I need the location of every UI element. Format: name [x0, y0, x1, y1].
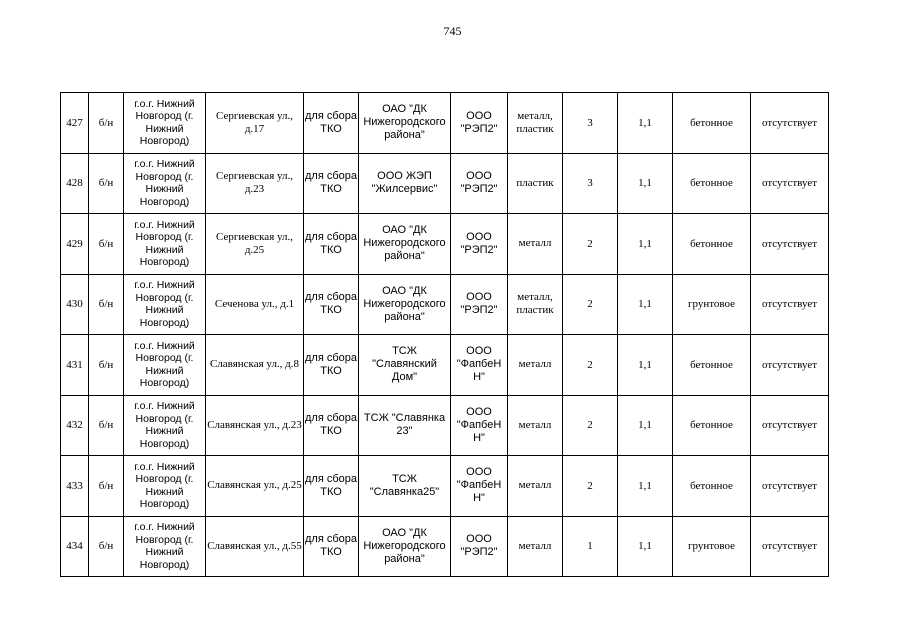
- site-code-cell: б/н: [89, 395, 124, 456]
- operator-cell: ООО "РЭП2": [451, 274, 508, 335]
- fence-cell: отсутствует: [751, 214, 829, 275]
- fence-cell: отсутствует: [751, 93, 829, 154]
- site-code-cell: б/н: [89, 93, 124, 154]
- container-material-cell: металл: [508, 456, 563, 517]
- container-volume-cell: 1,1: [618, 516, 673, 577]
- row-number-cell: 431: [61, 335, 89, 396]
- container-count-cell: 2: [563, 395, 618, 456]
- container-count-cell: 2: [563, 456, 618, 517]
- fence-cell: отсутствует: [751, 456, 829, 517]
- table-row: [61, 274, 829, 335]
- owner-cell: ОАО "ДК Нижегородского района": [359, 516, 451, 577]
- operator-cell: ООО "ФапбеН Н": [451, 335, 508, 396]
- address-cell: Славянская ул., д.55: [206, 516, 304, 577]
- site-code-cell: б/н: [89, 153, 124, 214]
- address-cell: Сергиевская ул., д.17: [206, 93, 304, 154]
- site-code-cell: б/н: [89, 335, 124, 396]
- table-row: [61, 153, 829, 214]
- row-number-cell: 427: [61, 93, 89, 154]
- page-number: 745: [443, 24, 462, 38]
- container-volume-cell: 1,1: [618, 335, 673, 396]
- owner-cell: ТСЖ "Славянка25": [359, 456, 451, 517]
- row-number-cell: 432: [61, 395, 89, 456]
- row-number-cell: 430: [61, 274, 89, 335]
- purpose-cell: для сбора ТКО: [304, 214, 359, 275]
- surface-type-cell: бетонное: [673, 93, 751, 154]
- row-number-cell: 433: [61, 456, 89, 517]
- table-row: [61, 93, 829, 154]
- owner-cell: ОАО "ДК Нижегородского района": [359, 274, 451, 335]
- owner-cell: ОАО "ДК Нижегородского района": [359, 214, 451, 275]
- container-volume-cell: 1,1: [618, 153, 673, 214]
- fence-cell: отсутствует: [751, 274, 829, 335]
- container-material-cell: металл: [508, 516, 563, 577]
- container-count-cell: 1: [563, 516, 618, 577]
- operator-cell: ООО "РЭП2": [451, 516, 508, 577]
- surface-type-cell: бетонное: [673, 214, 751, 275]
- municipality-cell: г.о.г. Нижний Новгород (г. Нижний Новгород): [124, 93, 206, 154]
- table-row: [61, 395, 829, 456]
- address-cell: Славянская ул., д.8: [206, 335, 304, 396]
- municipality-cell: г.о.г. Нижний Новгород (г. Нижний Новгород): [124, 214, 206, 275]
- address-cell: Сеченова ул., д.1: [206, 274, 304, 335]
- container-material-cell: металл: [508, 395, 563, 456]
- purpose-cell: для сбора ТКО: [304, 395, 359, 456]
- surface-type-cell: бетонное: [673, 153, 751, 214]
- owner-cell: ООО ЖЭП "Жилсервис": [359, 153, 451, 214]
- owner-cell: ТСЖ "Славянский Дом": [359, 335, 451, 396]
- surface-type-cell: бетонное: [673, 335, 751, 396]
- purpose-cell: для сбора ТКО: [304, 153, 359, 214]
- operator-cell: ООО "ФапбеН Н": [451, 395, 508, 456]
- container-count-cell: 3: [563, 93, 618, 154]
- row-number-cell: 428: [61, 153, 89, 214]
- fence-cell: отсутствует: [751, 516, 829, 577]
- site-code-cell: б/н: [89, 274, 124, 335]
- address-cell: Сергиевская ул., д.23: [206, 153, 304, 214]
- purpose-cell: для сбора ТКО: [304, 516, 359, 577]
- fence-cell: отсутствует: [751, 153, 829, 214]
- container-volume-cell: 1,1: [618, 214, 673, 275]
- fence-cell: отсутствует: [751, 395, 829, 456]
- fence-cell: отсутствует: [751, 335, 829, 396]
- row-number-cell: 434: [61, 516, 89, 577]
- operator-cell: ООО "ФапбеН Н": [451, 456, 508, 517]
- container-volume-cell: 1,1: [618, 395, 673, 456]
- container-count-cell: 3: [563, 153, 618, 214]
- address-cell: Славянская ул., д.23: [206, 395, 304, 456]
- site-code-cell: б/н: [89, 214, 124, 275]
- surface-type-cell: бетонное: [673, 395, 751, 456]
- surface-type-cell: бетонное: [673, 456, 751, 517]
- table-row: [61, 335, 829, 396]
- address-cell: Славянская ул., д.25: [206, 456, 304, 517]
- table-row: [61, 516, 829, 577]
- surface-type-cell: грунтовое: [673, 274, 751, 335]
- container-material-cell: пластик: [508, 153, 563, 214]
- municipality-cell: г.о.г. Нижний Новгород (г. Нижний Новгород): [124, 335, 206, 396]
- operator-cell: ООО "РЭП2": [451, 214, 508, 275]
- operator-cell: ООО "РЭП2": [451, 153, 508, 214]
- container-count-cell: 2: [563, 214, 618, 275]
- purpose-cell: для сбора ТКО: [304, 456, 359, 517]
- purpose-cell: для сбора ТКО: [304, 274, 359, 335]
- municipality-cell: г.о.г. Нижний Новгород (г. Нижний Новгород): [124, 456, 206, 517]
- address-cell: Сергиевская ул., д.25: [206, 214, 304, 275]
- row-number-cell: 429: [61, 214, 89, 275]
- surface-type-cell: грунтовое: [673, 516, 751, 577]
- site-code-cell: б/н: [89, 516, 124, 577]
- owner-cell: ТСЖ "Славянка 23": [359, 395, 451, 456]
- municipality-cell: г.о.г. Нижний Новгород (г. Нижний Новгород): [124, 395, 206, 456]
- table-row: [61, 214, 829, 275]
- container-volume-cell: 1,1: [618, 456, 673, 517]
- container-material-cell: металл: [508, 214, 563, 275]
- municipality-cell: г.о.г. Нижний Новгород (г. Нижний Новгород): [124, 516, 206, 577]
- municipality-cell: г.о.г. Нижний Новгород (г. Нижний Новгород): [124, 153, 206, 214]
- container-count-cell: 2: [563, 335, 618, 396]
- container-volume-cell: 1,1: [618, 274, 673, 335]
- container-material-cell: металл, пластик: [508, 274, 563, 335]
- table-row: [61, 456, 829, 517]
- operator-cell: ООО "РЭП2": [451, 93, 508, 154]
- purpose-cell: для сбора ТКО: [304, 93, 359, 154]
- container-material-cell: металл: [508, 335, 563, 396]
- container-material-cell: металл, пластик: [508, 93, 563, 154]
- container-volume-cell: 1,1: [618, 93, 673, 154]
- municipality-cell: г.о.г. Нижний Новгород (г. Нижний Новгород): [124, 274, 206, 335]
- container-count-cell: 2: [563, 274, 618, 335]
- owner-cell: ОАО "ДК Нижегородского района": [359, 93, 451, 154]
- purpose-cell: для сбора ТКО: [304, 335, 359, 396]
- site-code-cell: б/н: [89, 456, 124, 517]
- registry-table: [60, 92, 829, 577]
